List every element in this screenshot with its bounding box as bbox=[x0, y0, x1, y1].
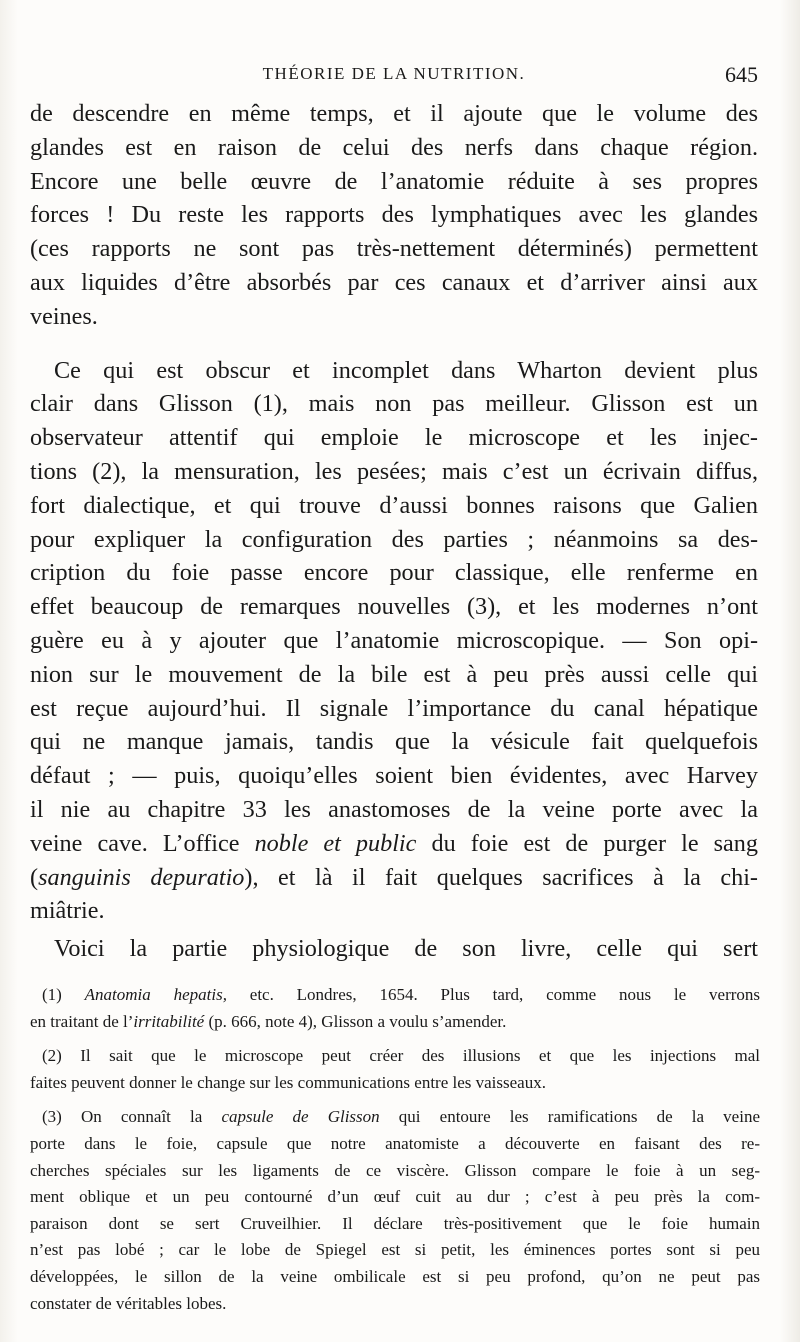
text-segment: du foie est de purger le sang bbox=[416, 829, 758, 857]
footnote-line: constater de véritables lobes. bbox=[30, 1293, 227, 1313]
text-line: est reçue aujourd’hui. Il signale l’importance du canal hépatique bbox=[30, 694, 758, 722]
text-segment: qui entoure les ramifications de la veine bbox=[379, 1107, 760, 1127]
footnote-line: porte dans le foie, capsule que notre anatomiste a découverte en faisant des re- bbox=[30, 1133, 760, 1153]
text-line: aux liquides d’être absorbés par ces canaux et d’arriver ainsi aux bbox=[30, 268, 758, 296]
text-segment: ( bbox=[30, 863, 39, 891]
italic-phrase: irritabilité bbox=[133, 1011, 205, 1031]
text-line: nion sur le mouvement de la bile est à peu près aussi celle qui bbox=[30, 660, 758, 688]
text-line: tions (2), la mensuration, les pesées; mais c’est un écrivain diffus, bbox=[30, 457, 758, 485]
italic-phrase: noble et public bbox=[254, 829, 417, 857]
text-segment: (1) bbox=[42, 985, 85, 1004]
main-text bbox=[30, 97, 758, 966]
footnote-line bbox=[30, 982, 760, 1009]
text-line: clair dans Glisson (1), mais non pas meilleur. Glisson est un bbox=[30, 390, 758, 418]
footnotes bbox=[30, 982, 760, 1317]
text-line: Ce qui est obscur et incomplet dans Wharton devient plus bbox=[54, 356, 758, 384]
text-line: guère eu à y ajouter que l’anatomie microscopique. — Son opi- bbox=[30, 626, 758, 654]
italic-phrase: Anatomia hepatis, bbox=[84, 985, 227, 1004]
paragraph-gap bbox=[30, 334, 758, 354]
text-line: Encore une belle œuvre de l’anatomie réduite à ses propres bbox=[30, 167, 758, 195]
text-line: qui ne manque jamais, tandis que la vésicule fait quelquefois bbox=[30, 728, 758, 756]
footnote-line: développées, le sillon de la veine ombilicale est si peu profond, qu’on ne peut pas bbox=[30, 1266, 760, 1286]
footnote-line: (2) Il sait que le microscope peut créer des illusions et que les injections mal bbox=[42, 1046, 760, 1066]
footnote-line: faites peuvent donner le change sur les communications entre les vaisseaux. bbox=[30, 1072, 546, 1092]
text-segment: (p. 666, note 4), Glisson a voulu s’amender. bbox=[204, 1011, 507, 1031]
text-line: observateur attentif qui emploie le microscope et les injec- bbox=[30, 424, 758, 452]
footnote-gap bbox=[30, 1035, 760, 1043]
running-head: THÉORIE DE LA NUTRITION. bbox=[262, 64, 526, 83]
text-segment: en traitant de l’ bbox=[30, 1011, 134, 1031]
footnote-line: paraison dont se sert Cruveilhier. Il déclare très-positivement que le foie humain bbox=[30, 1213, 760, 1233]
text-segment: ), et là il fait quelques sacrifices à la chi- bbox=[244, 863, 758, 891]
text-line bbox=[30, 861, 758, 895]
footnote-line: ment oblique et un peu contourné d’un œuf cuit au dur ; c’est à peu près la com- bbox=[30, 1187, 760, 1207]
footnote-line: n’est pas lobé ; car le lobe de Spiegel est si petit, les éminences portes sont si peu bbox=[30, 1240, 760, 1260]
text-line: cription du foie passe encore pour classique, elle renferme en bbox=[30, 559, 758, 587]
text-line: glandes est en raison de celui des nerfs dans chaque région. bbox=[30, 133, 758, 161]
text-line: veines. bbox=[30, 302, 98, 330]
text-line: fort dialectique, et qui trouve d’aussi bonnes raisons que Galien bbox=[30, 491, 758, 519]
text-line: il nie au chapitre 33 les anastomoses de la veine porte avec la bbox=[30, 795, 758, 823]
footnote-gap bbox=[30, 1096, 760, 1104]
text-line: défaut ; — puis, quoiqu’elles soient bien évidentes, avec Harvey bbox=[30, 762, 758, 790]
text-segment: veine cave. L’office bbox=[30, 829, 255, 857]
text-segment: etc. Londres, 1654. Plus tard, comme nous le verrons bbox=[226, 985, 761, 1004]
text-line: effet beaucoup de remarques nouvelles (3), et les modernes n’ont bbox=[30, 593, 758, 621]
footnote-line bbox=[30, 1104, 760, 1131]
text-line bbox=[30, 827, 758, 861]
italic-phrase: capsule de Glisson bbox=[221, 1107, 380, 1127]
text-segment: (3) On connaît la bbox=[42, 1107, 222, 1127]
footnote-line: cherches spéciales sur les ligaments de ce viscère. Glisson compare le foie à un seg- bbox=[30, 1160, 760, 1180]
footnote-line bbox=[30, 1009, 760, 1036]
page-number: 645 bbox=[725, 62, 758, 87]
text-line: pour expliquer la configuration des parties ; néanmoins sa des- bbox=[30, 525, 758, 553]
text-line: forces ! Du reste les rapports des lymphatiques avec les glandes bbox=[30, 201, 758, 229]
text-line: Voici la partie physiologique de son livre, celle qui sert bbox=[54, 935, 758, 963]
text-line: de descendre en même temps, et il ajoute que le volume des bbox=[30, 100, 758, 127]
text-line: miâtrie. bbox=[30, 897, 105, 925]
page-header bbox=[30, 62, 758, 92]
italic-phrase: sanguinis depuratio bbox=[38, 863, 245, 891]
text-line: (ces rapports ne sont pas très-nettement déterminés) permettent bbox=[30, 235, 758, 263]
